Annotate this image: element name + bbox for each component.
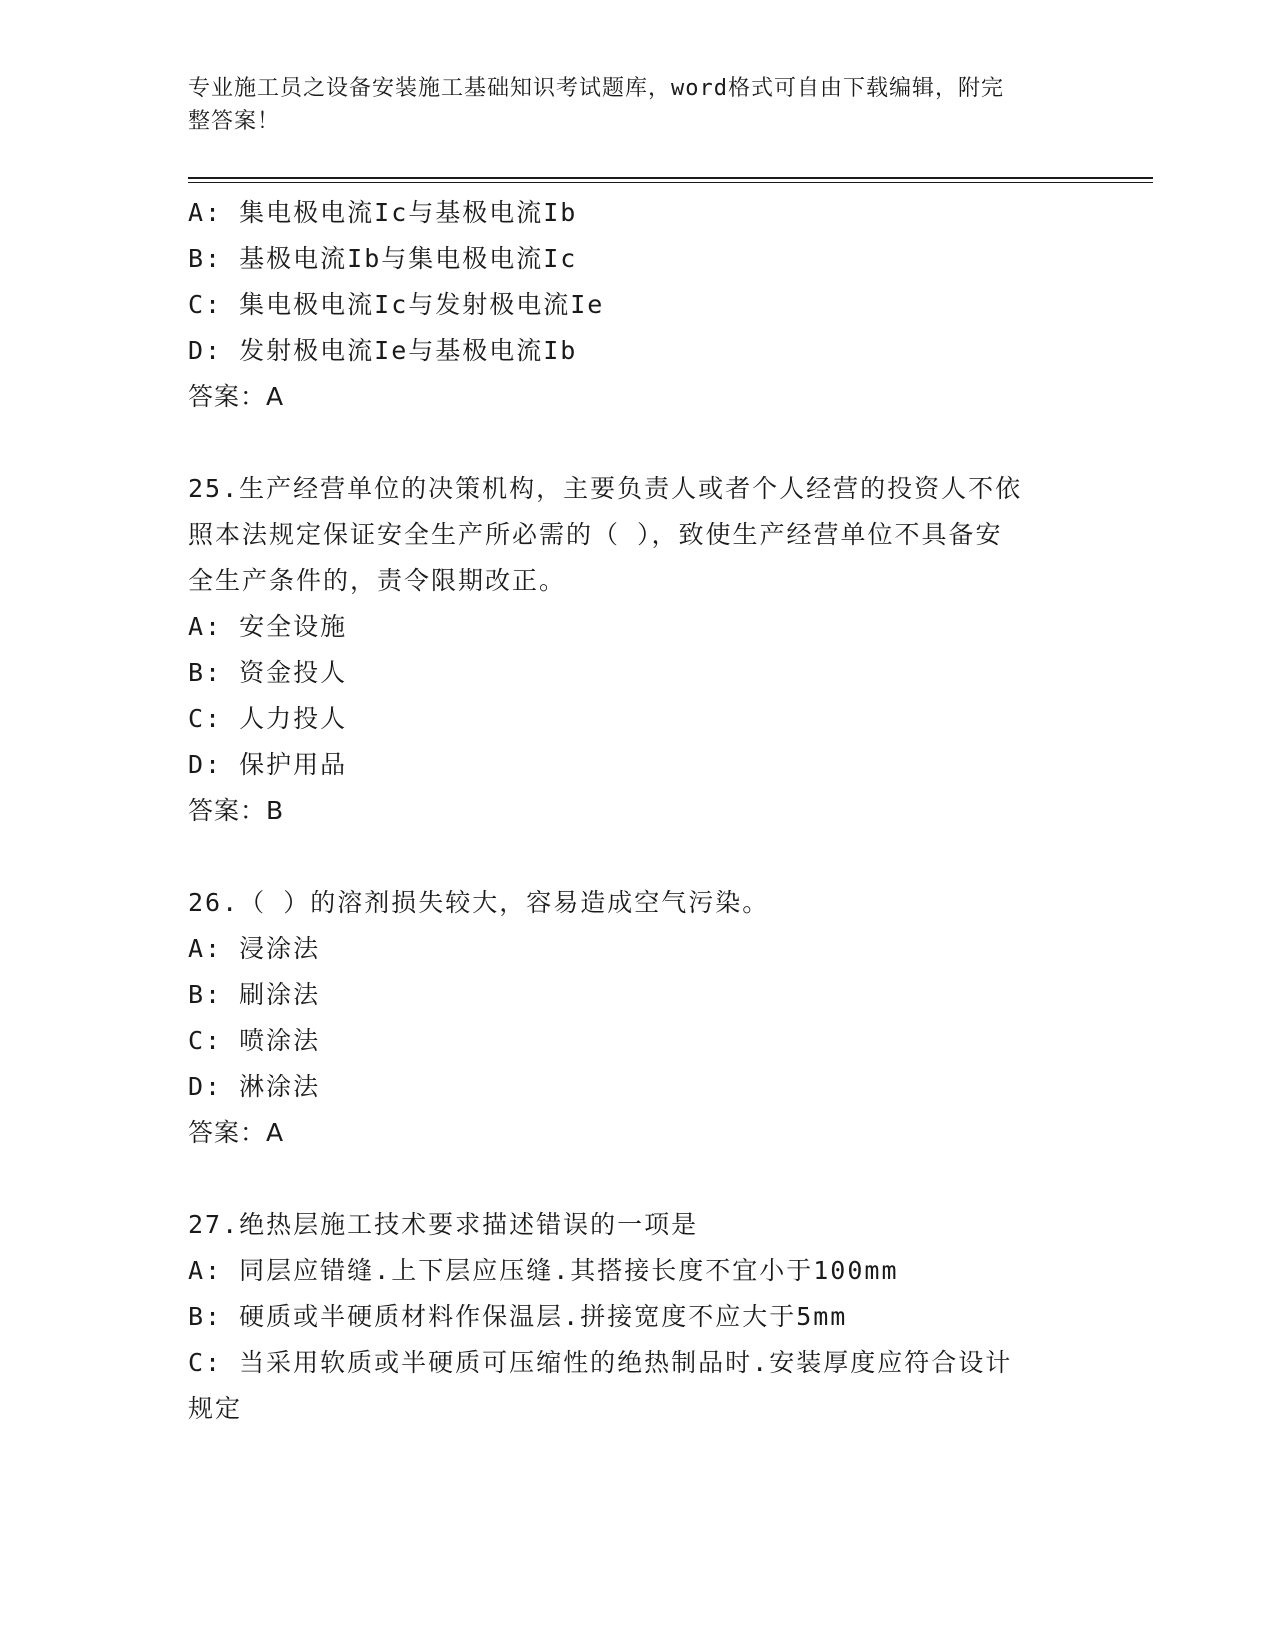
option-d: D: 淋涂法 (188, 1072, 321, 1101)
question-24-tail (188, 190, 1088, 420)
answer-line: 答案：B (188, 796, 285, 825)
option-c: C: 当采用软质或半硬质可压缩性的绝热制品时.安装厚度应符合设计 (188, 1348, 1013, 1377)
option-c: C: 人力投人 (188, 704, 348, 733)
question-27 (188, 1202, 1088, 1432)
question-text-line-1: 25.生产经营单位的决策机构，主要负责人或者个人经营的投资人不依 (188, 474, 1023, 503)
spacer (188, 834, 1088, 880)
answer-line: 答案：A (188, 382, 285, 411)
spacer (188, 420, 1088, 466)
header-divider-thin (188, 182, 1153, 183)
spacer (188, 1156, 1088, 1202)
option-d: D: 保护用品 (188, 750, 348, 779)
option-b: B: 硬质或半硬质材料作保温层.拼接宽度不应大于5mm (188, 1302, 848, 1331)
option-b: B: 资金投人 (188, 658, 348, 687)
question-text-line-1: 26.（ ）的溶剂损失较大，容易造成空气污染。 (188, 888, 770, 917)
question-26 (188, 880, 1088, 1156)
option-b: B: 基极电流Ib与集电极电流Ic (188, 244, 578, 273)
header-divider-thick (188, 177, 1153, 179)
question-text-line-2: 照本法规定保证安全生产所必需的（ ），致使生产经营单位不具备安 (188, 520, 1003, 549)
question-25 (188, 466, 1088, 834)
option-c-continuation: 规定 (188, 1394, 243, 1423)
option-b: B: 刷涂法 (188, 980, 321, 1009)
answer-line: 答案：A (188, 1118, 285, 1147)
option-d: D: 发射极电流Ie与基极电流Ib (188, 336, 578, 365)
document-header (188, 72, 1088, 138)
option-c: C: 集电极电流Ic与发射极电流Ie (188, 290, 605, 319)
option-a: A: 集电极电流Ic与基极电流Ib (188, 198, 578, 227)
question-text-line-3: 全生产条件的，责令限期改正。 (188, 566, 567, 595)
option-a: A: 同层应错缝.上下层应压缝.其搭接长度不宜小于100mm (188, 1256, 899, 1285)
option-a: A: 安全设施 (188, 612, 348, 641)
question-text-line-1: 27.绝热层施工技术要求描述错误的一项是 (188, 1210, 699, 1239)
option-c: C: 喷涂法 (188, 1026, 321, 1055)
header-line-1: 专业施工员之设备安装施工基础知识考试题库，word格式可自由下载编辑，附完 (188, 76, 1004, 101)
question-list (188, 190, 1088, 1432)
header-line-2: 整答案！ (188, 109, 281, 134)
option-a: A: 浸涂法 (188, 934, 321, 963)
